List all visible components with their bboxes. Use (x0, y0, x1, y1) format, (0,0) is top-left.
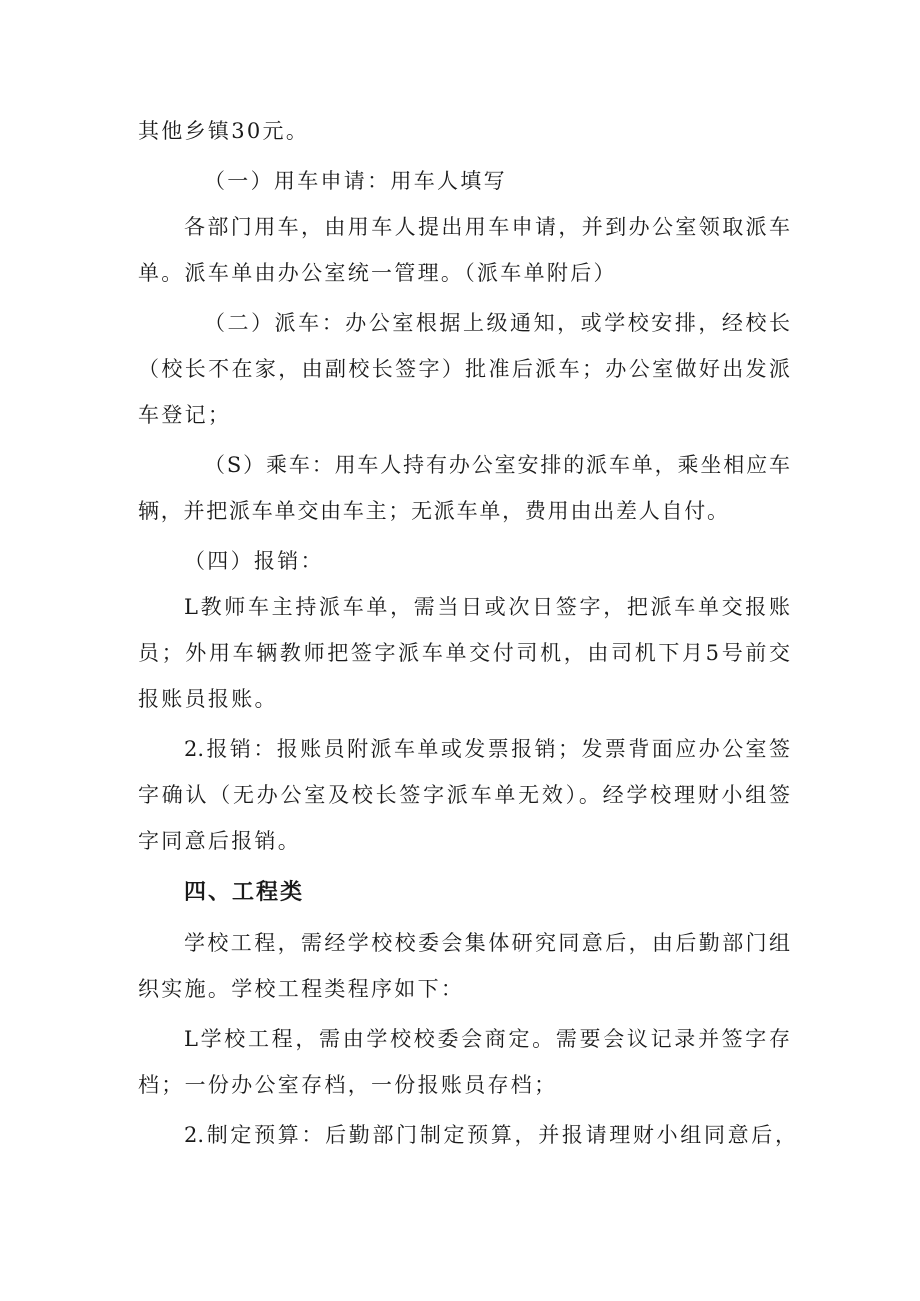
list-item-text: 2.制定预算：后勤部门制定预算，并报请理财小组同意后， (184, 1123, 796, 1147)
section-heading-engineering: 四、工程类 (184, 880, 305, 905)
subsection-heading-dispatch: （二）派车：办公室根据上级通知，或学校安排，经校长 (204, 311, 790, 335)
body-text-line: 各部门用车，由用车人提出用车申请，并到办公室领取派车 (184, 215, 790, 239)
body-text-line: 字同意后报销。 (138, 829, 302, 853)
body-text-line: 织实施。学校工程类程序如下： (138, 977, 465, 1001)
body-text-line: 其他乡镇30元。 (138, 119, 310, 143)
body-text-line: 学校工程，需经学校校委会集体研究同意后，由后勤部门组 (184, 931, 790, 955)
body-text-line: 档；一份办公室存档，一份报账员存档； (138, 1073, 558, 1097)
subsection-heading-vehicle-request: （一）用车申请：用车人填写 (204, 169, 507, 193)
body-text-line: 车登记； (138, 403, 232, 427)
body-text-line: 辆，并把派车单交由车主；无派车单，费用由出差人自付。 (138, 499, 728, 523)
body-text-line: 字确认（无办公室及校长签字派车单无效）。经学校理财小组签 (138, 783, 790, 807)
body-text-line: 报账员报账。 (138, 687, 278, 711)
body-text-line: 单。派车单由办公室统一管理。（派车单附后） (138, 261, 617, 285)
list-item-text: L学校工程，需由学校校委会商定。需要会议记录并签字存 (184, 1027, 790, 1051)
body-text-line: （校长不在家，由副校长签字）批准后派车；办公室做好出发派 (138, 357, 790, 381)
list-item-text: 2.报销：报账员附派车单或发票报销；发票背面应办公室签 (184, 737, 790, 761)
subsection-heading-boarding: （S）乘车：用车人持有办公室安排的派车单，乘坐相应车 (204, 453, 790, 477)
body-text-line: 员；外用车辆教师把签字派车单交付司机，由司机下月5号前交 (138, 641, 790, 665)
list-item-text: L教师车主持派车单，需当日或次日签字，把派车单交报账 (184, 595, 790, 619)
subsection-heading-reimbursement: （四）报销： (184, 549, 324, 573)
